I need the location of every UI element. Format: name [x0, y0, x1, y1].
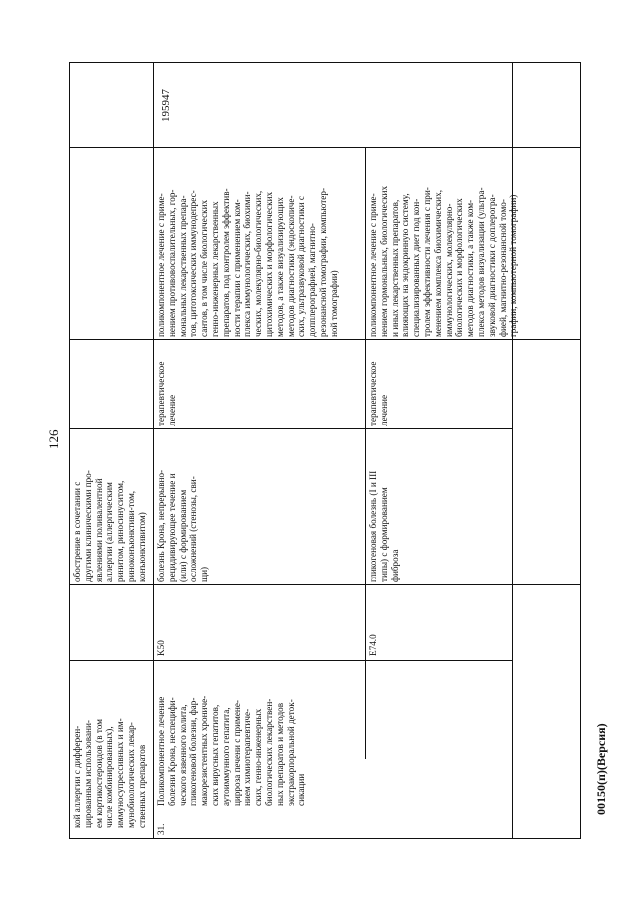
sub1-condition: болезнь Крона, непрерывно- рецидивирующее течение и (или) с формированием осложнений (стенозы, сви- щи)	[156, 469, 210, 582]
top-row-condition: обострение в сочетании с другими клиническими про- явлениями поливалентной аллергии (аллергическим ринитом, риносинуситом, риноконъюнктиви-том, конъюнктивитом)	[72, 470, 147, 582]
top-row-name: кой аллергии с дифферен- цированным использовани- ем кортикостероидов (в том числе комбинированных), иммуносупрессивных и им- мунобиологических лекар- ственных препаратов	[72, 718, 147, 828]
page-number: 126	[46, 429, 61, 449]
sub1-treatment-type: терапевтическое лечение	[156, 361, 177, 426]
row-number: 31.	[156, 823, 166, 835]
sub2-method: поликомпонентное лечение с приме- нением гормональных, биологических и иных лекарственных препаратов, влияющих на эндокринную систему, специализированных диет под кон- тролем эффективности лечения с при- менением комплекса биохимических, иммунологических, молекулярно- биологических и морфологических методов диагностики, а также ком- плекса методов визуализации (ультра- звуковой диагностики с доплерогра- фией, магнитно-резонансной томо- графии, компьютерной томографии)	[368, 185, 519, 337]
sub2-code: E74.0	[368, 634, 378, 656]
sub2-condition: гликогеновая болезнь (I и III типы) с формированием фиброза	[368, 470, 400, 582]
sub2-treatment-type: терапевтическое лечение	[368, 361, 389, 426]
sub1-method: поликомпонентное лечение с приме- нением противовоспалительных, гор- мональных лекарственных препара- тов, цитотоксических иммунодепрес- сантов, в том числе биологических генно-инженерных лекарственных препаратов, под контролем эффектив- ности терапии с применением ком- плекса иммунологических, биохими- ческих, молекулярно-биологических, цитохимических и морфологических методов, а также визуализирующих методов диагностики (эндоскопиче- ских, ультразвуковой диагностики с допплерографией, магнитно- резонансной томографии, компьютер- ной томографии)	[156, 187, 339, 337]
doc-number: 195947	[160, 89, 172, 122]
row-name: Поликомпонентное лечение болезни Крона, неспецифи- ческого язвенного колита, гликогеновой болезни, фар- макорезистентных хрониче- ских вирусных гепатитов, аутоиммунного гепатита, цирроза печени с примене- нием химиотерапевтиче- ских, генно-инженерных биологических лекарствен- ных препаратов и методов экстракорпоральной деток- сикации	[156, 695, 307, 806]
sub1-code: K50	[156, 640, 166, 656]
footer-version: 00150(п)(Версия)	[594, 723, 608, 815]
